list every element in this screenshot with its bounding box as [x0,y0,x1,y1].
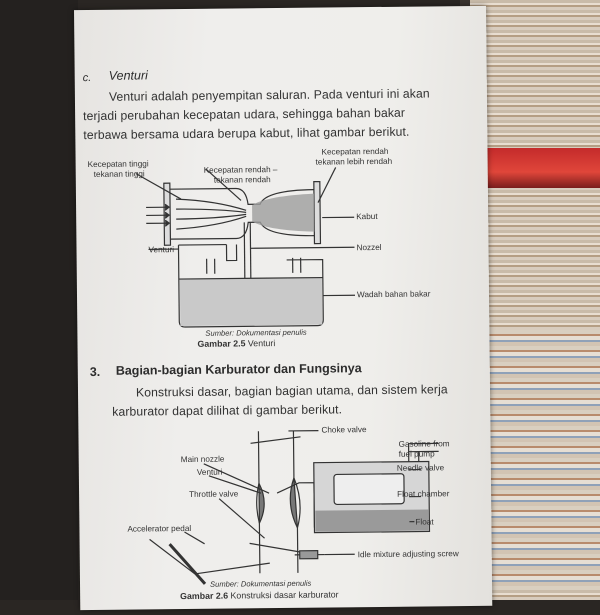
caption2-text: Konstruksi dasar karburator [230,589,338,600]
label-float-chamber: Float chamber [397,489,449,499]
section-title-venturi: Venturi [109,68,148,82]
paragraph2-line-2: karburator dapat dilihat di gambar berikut. [112,402,342,418]
book-page [74,6,492,610]
label-kabut: Kabut [356,212,377,221]
book-red-cover [480,148,600,188]
book-stack-pages [480,330,600,590]
caption2-label: Gambar 2.6 [180,591,228,602]
caption-text: Venturi [248,338,275,348]
label-venturi: Venturi [148,245,174,254]
karburator-figure [108,421,480,610]
figure-source: Sumber: Dokumentasi penulis [205,328,306,338]
section-number: 3. [90,365,101,379]
section-title-karburator: Bagian-bagian Karburator dan Fungsinya [116,361,362,378]
label-low-speed-2: tekanan rendah [214,175,271,185]
label-venturi-2: Venturi [197,468,223,477]
label-low-speed-b2: tekanan lebih rendah [316,157,393,167]
label-main-nozzle: Main nozzle [181,455,225,464]
label-low-speed-1: Kecepatan rendah – [204,165,278,175]
figure2-caption [180,589,339,601]
label-nozzel: Nozzel [356,243,381,252]
label-low-speed-b1: Kecepatan rendah [321,147,388,157]
section-letter: c. [83,72,92,84]
figure2-source: Sumber: Dokumentasi penulis [210,579,311,589]
label-wadah-bahan-bakar: Wadah bahan bakar [357,289,431,299]
background-left [0,0,78,600]
paragraph-line-1: Venturi adalah penyempitan saluran. Pada venturi ini akan [109,86,430,103]
paragraph2-line-1: Konstruksi dasar, bagian bagian utama, dan sistem kerja [136,382,448,399]
label-float: Float [415,517,433,526]
label-high-speed-2: tekanan tinggi [94,169,145,179]
label-needle-valve: Needle valve [397,463,444,472]
label-idle-mixture-screw: Idle mixture adjusting screw [358,549,459,559]
caption-label: Gambar 2.5 [197,338,245,349]
venturi-figure [85,146,477,350]
label-throttle-valve: Throttle valve [189,489,238,499]
label-gasoline-1: Gasoline from [399,439,450,449]
paragraph-line-2: terjadi perubahan kecepatan udara, sehingga bahan bakar [83,106,405,123]
label-accelerator-pedal: Accelerator pedal [127,524,191,534]
figure-caption [197,338,275,349]
label-high-speed-1: Kecepatan tinggi [88,159,149,169]
label-gasoline-2: fuel pump [399,449,435,458]
paragraph-line-3: terbawa bersama udara berupa kabut, lihat gambar berikut. [83,125,409,142]
label-choke-valve: Choke valve [321,425,366,434]
